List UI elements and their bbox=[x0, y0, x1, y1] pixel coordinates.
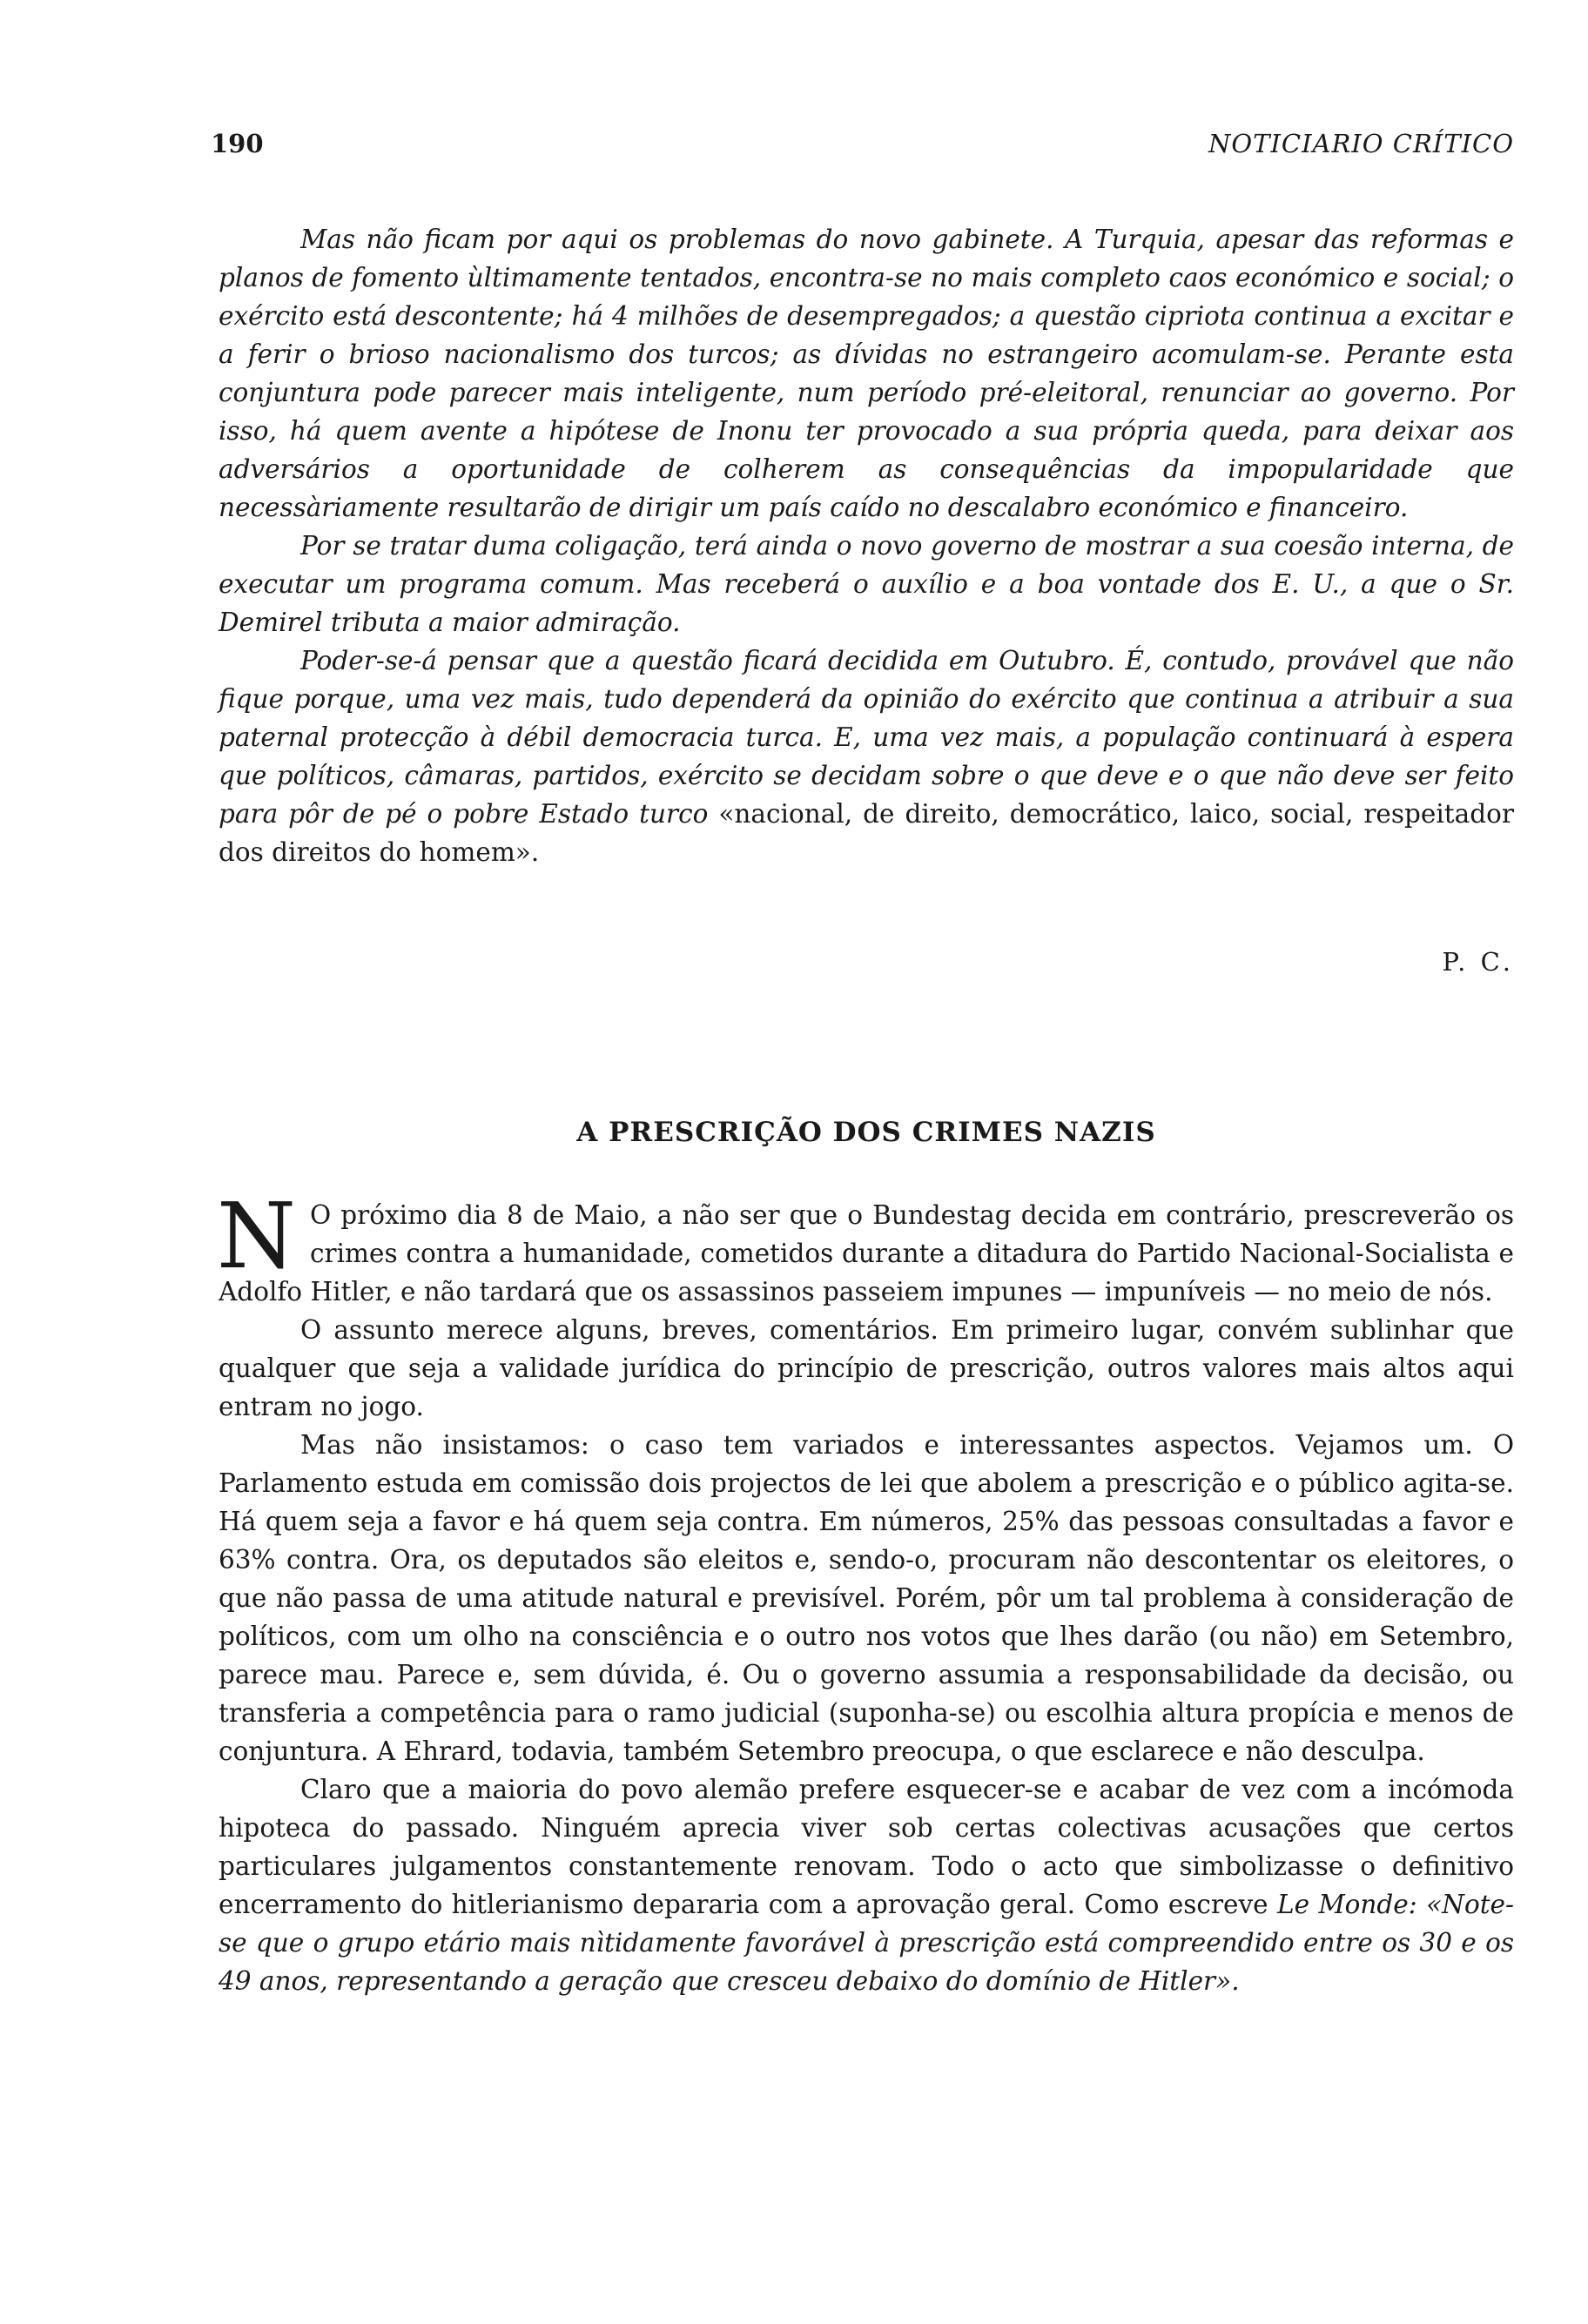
page-header bbox=[211, 129, 1514, 158]
author-signature: P. C. bbox=[1442, 947, 1514, 977]
paragraph bbox=[217, 1183, 1514, 1311]
article-turkey bbox=[219, 220, 1514, 871]
article-nazi-crimes bbox=[217, 1183, 1514, 2000]
section-title: A PRESCRIÇÃO DOS CRIMES NAZIS bbox=[576, 1117, 1156, 1148]
running-title: NOTICIARIO CRÍTICO bbox=[1208, 129, 1514, 158]
paragraph bbox=[219, 641, 1514, 871]
paragraph bbox=[219, 1770, 1514, 2000]
paragraph: Mas não ficam por aqui os problemas do novo gabinete. A Turquia, apesar das reformas e planos de fomento ùltimamente tentados, encontra-se no mais completo caos económico e social; o exército está descontente; há 4 milhões de desempregados; a questão cipriota continua a excitar e a ferir o brioso nacionalismo dos turcos; as dívidas no estrangeiro acomulam-se. Perante esta conjuntura pode parecer mais inteligente, num período pré-eleitoral, renunciar ao governo. Por isso, há quem avente a hipótese de Inonu ter provocado a sua própria queda, para deixar aos adversários a oportunidade de colherem as consequências da impopularidade que necessàriamente resultarão de dirigir um país caído no descalabro económico e financeiro. bbox=[219, 225, 1514, 522]
paragraph: O assunto merece alguns, breves, comentários. Em primeiro lugar, convém sublinhar que qualquer que seja a validade jurídica do princípio de prescrição, outros valores mais altos aqui entram no jogo. bbox=[219, 1315, 1514, 1421]
paragraph-text: O próximo dia 8 de Maio, a não ser que o Bundestag decida em contrário, prescreverão os crimes contra a humanidade, cometidos durante a ditadura do Partido Nacional-Socialista e Adolfo Hitler, e não tardará que os assassinos passeiem impunes — impuníveis — no meio de nós. bbox=[219, 1200, 1514, 1306]
drop-cap: N bbox=[217, 1183, 296, 1289]
paragraph: Mas não insistamos: o caso tem variados e interessantes aspectos. Vejamos um. O Parlamento estuda em comissão dois projectos de lei que abolem a prescrição e o público agita-se. Há quem seja a favor e há quem seja contra. Em números, 25% das pessoas consultadas a favor e 63% contra. Ora, os deputados são eleitos e, sendo-o, procuram não descontentar os eleitores, o que não passa de uma atitude natural e previsível. Porém, pôr um tal problema à consideração de políticos, com um olho na consciência e o outro nos votos que lhes darão (ou não) em Setembro, parece mau. Parece e, sem dúvida, é. Ou o governo assumia a responsabilidade da decisão, ou transferia a competência para o ramo judicial (suponha-se) ou escolhia altura propícia e menos de conjuntura. A Ehrard, todavia, também Setembro preocupa, o que esclarece e não desculpa. bbox=[219, 1430, 1514, 1766]
paragraph-text: Claro que a maioria do povo alemão prefere esquecer-se e acabar de vez com a incómoda hipoteca do passado. Ninguém aprecia viver sob certas colectivas acusações que certos particulares julgamentos constantemente renovam. Todo o acto que simbolizasse o definitivo encerramento do hitlerianismo depararia com a aprovação geral. Como escreve bbox=[219, 1775, 1514, 1919]
paragraph: Por se tratar duma coligação, terá ainda o novo governo de mostrar a sua coesão interna, de executar um programa comum. Mas receberá o auxílio e a boa vontade dos E. U., a que o Sr. Demirel tributa a maior admiração. bbox=[219, 531, 1514, 637]
paragraph-text: Poder-se-á pensar que a questão ficará decidida em Outubro. É, contudo, provável que não fique porque, uma vez mais, tudo dependerá da opinião do exército que continua a atribuir a sua paternal protecção à débil democracia turca. E, uma vez mais, a população continuará à espera que políticos, câmaras, partidos, exército se decidam sobre o que deve e o que não deve ser feito para pôr de pé o pobre Estado turco bbox=[219, 646, 1514, 829]
closing-quote: «nacional, de direito, democrático, laico, social, respeitador dos direitos do homem». bbox=[219, 799, 1514, 867]
quote-le-monde: Le Monde: «Note-se que o grupo etário mais nìtidamente favorável à prescrição está compreendido entre os 30 e os 49 anos, representando a geração que cresceu debaixo do domínio de Hitler». bbox=[219, 1890, 1514, 1996]
page-number: 190 bbox=[211, 129, 264, 158]
